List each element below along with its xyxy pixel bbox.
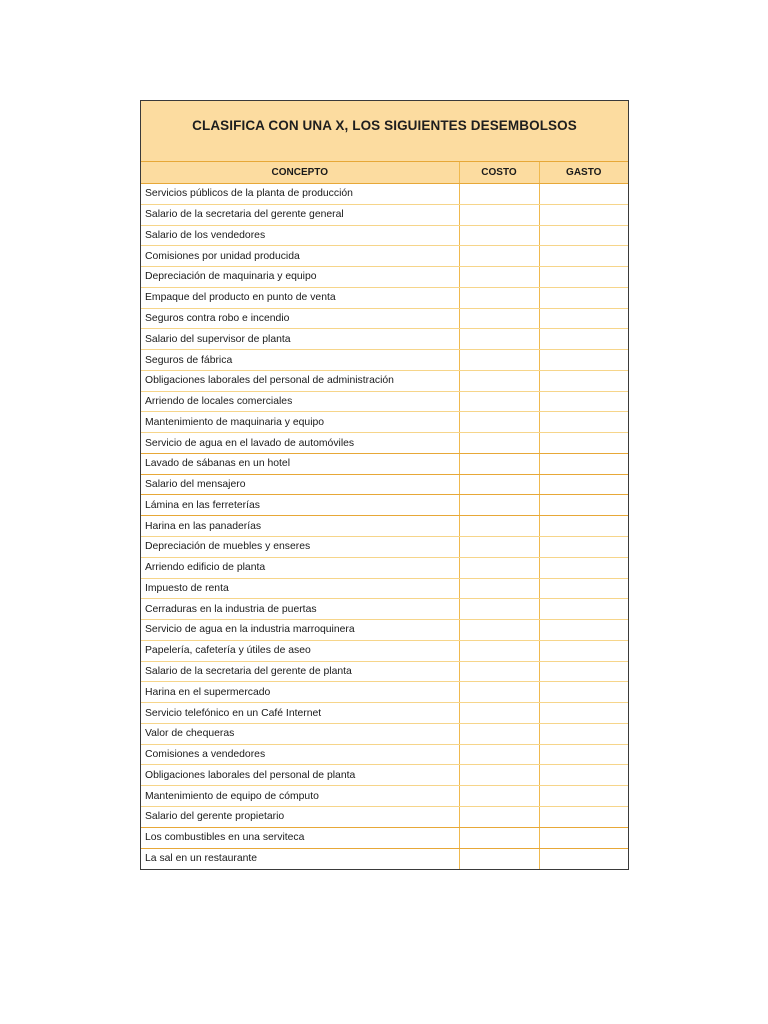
table-row (141, 661, 628, 682)
concepto-cell: Cerraduras en la industria de puertas (141, 599, 459, 620)
gasto-cell[interactable] (539, 599, 628, 620)
table-row (141, 329, 628, 350)
classification-sheet (140, 100, 629, 870)
column-header-gasto: GASTO (539, 162, 628, 184)
table-row (141, 703, 628, 724)
concepto-cell: Salario del gerente propietario (141, 806, 459, 827)
header-row (141, 162, 628, 184)
gasto-cell[interactable] (539, 661, 628, 682)
gasto-cell[interactable] (539, 204, 628, 225)
gasto-cell[interactable] (539, 350, 628, 371)
costo-cell[interactable] (459, 537, 539, 558)
costo-cell[interactable] (459, 287, 539, 308)
costo-cell[interactable] (459, 433, 539, 454)
concepto-cell: Arriendo edificio de planta (141, 557, 459, 578)
concepto-cell: Impuesto de renta (141, 578, 459, 599)
costo-cell[interactable] (459, 765, 539, 786)
gasto-cell[interactable] (539, 786, 628, 807)
table-row (141, 682, 628, 703)
table-row (141, 225, 628, 246)
costo-cell[interactable] (459, 246, 539, 267)
gasto-cell[interactable] (539, 474, 628, 495)
table-row (141, 806, 628, 827)
gasto-cell[interactable] (539, 287, 628, 308)
gasto-cell[interactable] (539, 433, 628, 454)
gasto-cell[interactable] (539, 557, 628, 578)
costo-cell[interactable] (459, 267, 539, 288)
costo-cell[interactable] (459, 806, 539, 827)
concepto-cell: Servicio de agua en el lavado de automóviles (141, 433, 459, 454)
gasto-cell[interactable] (539, 620, 628, 641)
concepto-cell: Lámina en las ferreterías (141, 495, 459, 516)
costo-cell[interactable] (459, 682, 539, 703)
costo-cell[interactable] (459, 225, 539, 246)
gasto-cell[interactable] (539, 537, 628, 558)
concepto-cell: Obligaciones laborales del personal de administración (141, 370, 459, 391)
gasto-cell[interactable] (539, 495, 628, 516)
gasto-cell[interactable] (539, 640, 628, 661)
table-row (141, 765, 628, 786)
gasto-cell[interactable] (539, 578, 628, 599)
table-row (141, 640, 628, 661)
table-row (141, 786, 628, 807)
table-row (141, 557, 628, 578)
table-row (141, 537, 628, 558)
gasto-cell[interactable] (539, 827, 628, 848)
gasto-cell[interactable] (539, 184, 628, 205)
table-row (141, 578, 628, 599)
gasto-cell[interactable] (539, 516, 628, 537)
gasto-cell[interactable] (539, 225, 628, 246)
table-row (141, 599, 628, 620)
costo-cell[interactable] (459, 184, 539, 205)
costo-cell[interactable] (459, 557, 539, 578)
costo-cell[interactable] (459, 661, 539, 682)
concepto-cell: Los combustibles en una serviteca (141, 827, 459, 848)
gasto-cell[interactable] (539, 806, 628, 827)
costo-cell[interactable] (459, 744, 539, 765)
concepto-cell: Comisiones a vendedores (141, 744, 459, 765)
concepto-cell: Salario de los vendedores (141, 225, 459, 246)
table-row (141, 370, 628, 391)
table-row (141, 350, 628, 371)
costo-cell[interactable] (459, 723, 539, 744)
table-row (141, 827, 628, 848)
costo-cell[interactable] (459, 516, 539, 537)
costo-cell[interactable] (459, 350, 539, 371)
concepto-cell: Servicio de agua en la industria marroquinera (141, 620, 459, 641)
costo-cell[interactable] (459, 495, 539, 516)
costo-cell[interactable] (459, 599, 539, 620)
concepto-cell: Comisiones por unidad producida (141, 246, 459, 267)
gasto-cell[interactable] (539, 412, 628, 433)
concepto-cell: Mantenimiento de equipo de cómputo (141, 786, 459, 807)
gasto-cell[interactable] (539, 703, 628, 724)
table-row (141, 723, 628, 744)
gasto-cell[interactable] (539, 329, 628, 350)
gasto-cell[interactable] (539, 848, 628, 869)
costo-cell[interactable] (459, 786, 539, 807)
concepto-cell: Papelería, cafetería y útiles de aseo (141, 640, 459, 661)
concepto-cell: Valor de chequeras (141, 723, 459, 744)
concepto-cell: La sal en un restaurante (145, 853, 258, 865)
table-row (141, 453, 628, 474)
table-row (141, 246, 628, 267)
concepto-cell: Salario del mensajero (141, 474, 459, 495)
costo-cell[interactable] (459, 474, 539, 495)
gasto-cell[interactable] (539, 391, 628, 412)
column-header-concepto: CONCEPTO (141, 162, 459, 184)
costo-cell[interactable] (459, 578, 539, 599)
costo-cell[interactable] (459, 640, 539, 661)
table-row (141, 620, 628, 641)
table-row (141, 287, 628, 308)
gasto-cell[interactable] (539, 370, 628, 391)
table-row (141, 848, 628, 869)
concepto-cell: Seguros contra robo e incendio (141, 308, 459, 329)
sheet-title: CLASIFICA CON UNA X, LOS SIGUIENTES DESEMBOLSOS (192, 117, 577, 133)
gasto-cell[interactable] (539, 267, 628, 288)
concepto-cell: Arriendo de locales comerciales (141, 391, 459, 412)
gasto-cell[interactable] (539, 246, 628, 267)
concepto-cell: Harina en las panaderías (141, 516, 459, 537)
costo-cell[interactable] (459, 848, 539, 869)
table-row (141, 474, 628, 495)
table-row (141, 308, 628, 329)
gasto-cell[interactable] (539, 453, 628, 474)
costo-cell[interactable] (459, 329, 539, 350)
costo-cell[interactable] (459, 412, 539, 433)
costo-cell[interactable] (459, 391, 539, 412)
table-row (141, 433, 628, 454)
concepto-cell: Salario de la secretaria del gerente de planta (141, 661, 459, 682)
costo-cell[interactable] (459, 453, 539, 474)
table-row (141, 495, 628, 516)
table-row (141, 744, 628, 765)
costo-cell[interactable] (459, 703, 539, 724)
classification-table (141, 162, 628, 869)
gasto-cell[interactable] (539, 744, 628, 765)
concepto-cell: Servicio telefónico en un Café Internet (141, 703, 459, 724)
gasto-cell[interactable] (539, 682, 628, 703)
costo-cell[interactable] (459, 827, 539, 848)
costo-cell[interactable] (459, 620, 539, 641)
table-row (141, 516, 628, 537)
concepto-cell: Lavado de sábanas en un hotel (141, 453, 459, 474)
concepto-cell: Harina en el supermercado (141, 682, 459, 703)
column-header-costo: COSTO (459, 162, 539, 184)
table-row (141, 412, 628, 433)
gasto-cell[interactable] (539, 765, 628, 786)
concepto-cell: Obligaciones laborales del personal de planta (141, 765, 459, 786)
gasto-cell[interactable] (539, 308, 628, 329)
concepto-cell: Salario del supervisor de planta (141, 329, 459, 350)
concepto-cell: Empaque del producto en punto de venta (141, 287, 459, 308)
gasto-cell[interactable] (539, 723, 628, 744)
concepto-cell: Depreciación de maquinaria y equipo (141, 267, 459, 288)
concepto-cell: Salario de la secretaria del gerente general (141, 204, 459, 225)
costo-cell[interactable] (459, 308, 539, 329)
table-row (141, 267, 628, 288)
concepto-cell: Seguros de fábrica (141, 350, 459, 371)
table-row (141, 391, 628, 412)
concepto-cell: Servicios públicos de la planta de producción (141, 184, 459, 205)
costo-cell[interactable] (459, 204, 539, 225)
costo-cell[interactable] (459, 370, 539, 391)
concepto-cell: Mantenimiento de maquinaria y equipo (141, 412, 459, 433)
title-bar (141, 101, 628, 162)
table-row (141, 184, 628, 205)
concepto-cell: Depreciación de muebles y enseres (141, 537, 459, 558)
table-body (141, 184, 628, 869)
table-row (141, 204, 628, 225)
